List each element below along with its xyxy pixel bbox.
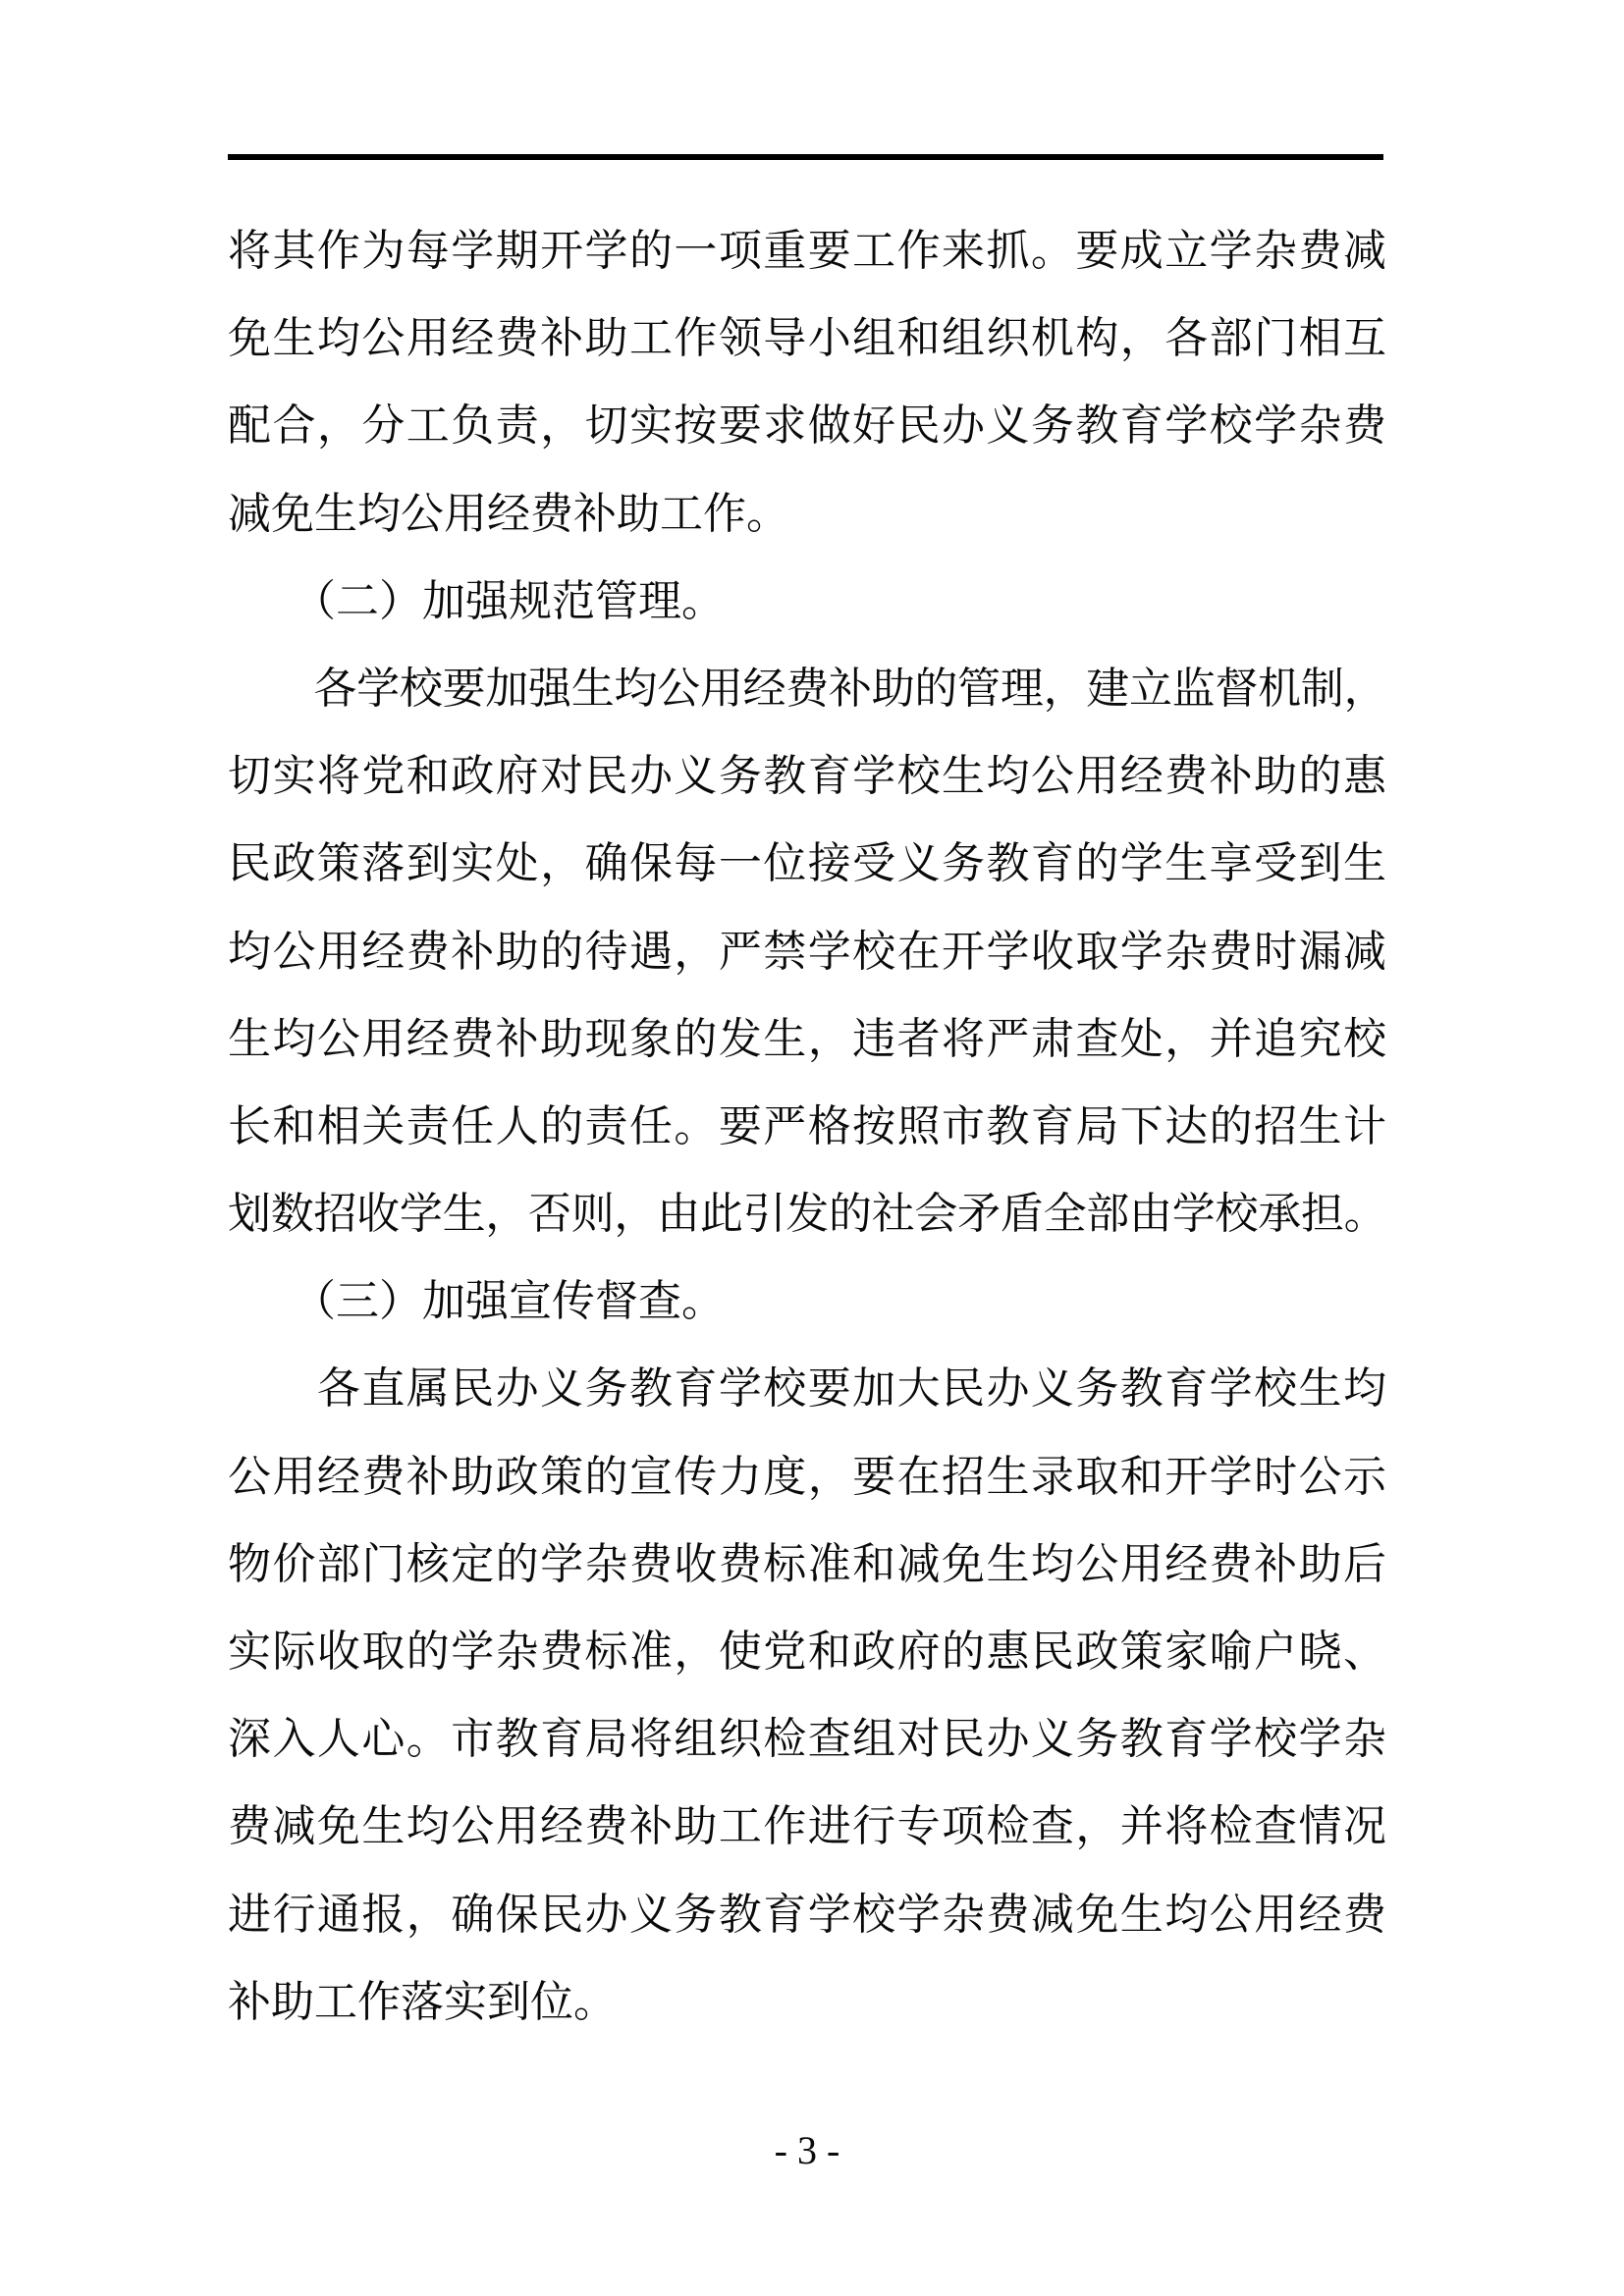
document-body <box>228 207 1386 2046</box>
text-line: 切实将党和政府对民办义务教育学校生均公用经费补助的惠 <box>228 752 1386 801</box>
text-line: 均公用经费补助的待遇，严禁学校在开学收取学杂费时漏减 <box>228 927 1386 976</box>
header-rule <box>228 154 1383 160</box>
text-line: 配合，分工负责，切实按要求做好民办义务教育学校学杂费 <box>228 401 1386 451</box>
text-line: 将其作为每学期开学的一项重要工作来抓。要成立学杂费减 <box>228 227 1386 275</box>
page-number: - 3 - <box>774 2128 840 2172</box>
text-line: 各直属民办义务教育学校要加大民办义务教育学校生均 <box>228 1364 1386 1414</box>
text-line: 深入人心。市教育局将组织检查组对民办义务教育学校学杂 <box>228 1715 1386 1764</box>
text-line: 进行通报，确保民办义务教育学校学杂费减免生均公用经费 <box>228 1890 1386 1939</box>
text-line: 物价部门核定的学杂费收费标准和减免生均公用经费补助后 <box>228 1539 1386 1588</box>
text-line: 各学校要加强生均公用经费补助的管理，建立监督机制， <box>228 664 1386 713</box>
text-line: （二）加强规范管理。 <box>228 576 725 625</box>
text-line: 实际收取的学杂费标准，使党和政府的惠民政策家喻户晓、 <box>228 1628 1386 1676</box>
text-line: （三）加强宣传督查。 <box>228 1277 725 1326</box>
text-line: 减免生均公用经费补助工作。 <box>228 489 789 538</box>
text-line: 生均公用经费补助现象的发生，违者将严肃查处，并追究校 <box>228 1014 1386 1063</box>
text-line: 免生均公用经费补助工作领导小组和组织机构，各部门相互 <box>228 314 1386 363</box>
text-line: 划数招收学生，否则，由此引发的社会矛盾全部由学校承担。 <box>228 1190 1386 1239</box>
text-line: 补助工作落实到位。 <box>228 1977 617 2026</box>
text-line: 费减免生均公用经费补助工作进行专项检查，并将检查情况 <box>228 1802 1386 1851</box>
text-line: 民政策落到实处，确保每一位接受义务教育的学生享受到生 <box>228 839 1386 888</box>
text-line: 长和相关责任人的责任。要严格按照市教育局下达的招生计 <box>228 1101 1386 1150</box>
text-line: 公用经费补助政策的宣传力度，要在招生录取和开学时公示 <box>228 1452 1386 1501</box>
